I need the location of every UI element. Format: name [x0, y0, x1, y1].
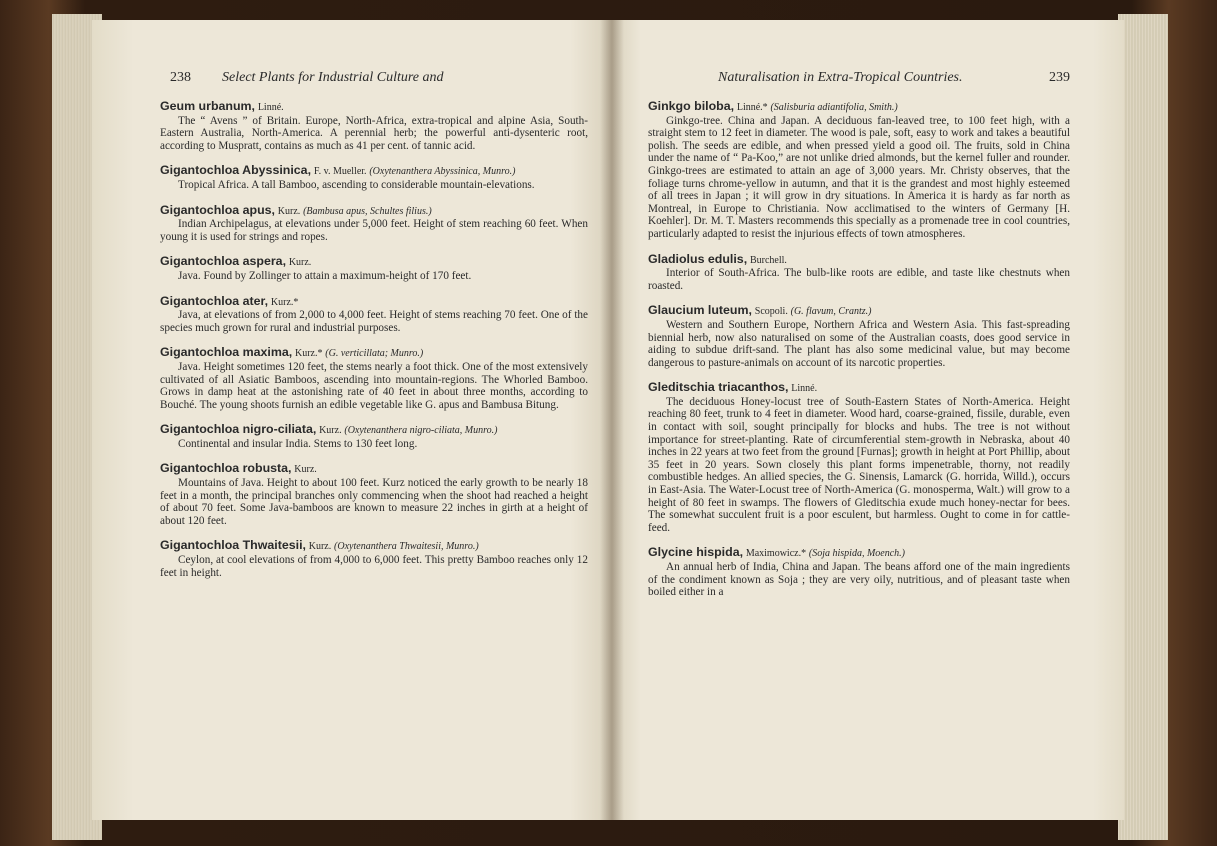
entry-name: Gigantochloa ater, — [160, 293, 269, 308]
entry-text: The “ Avens ” of Britain. Europe, North-Africa, extra-tropical and alpine Asia, South-Eastern Australia, North-America. A perennial herb; the powerful anti-dysenteric root, according to Muspratt, contains as much as 41 per cent. of tannic acid. — [160, 114, 588, 152]
entry — [648, 304, 1070, 369]
entry-name: Gigantochloa nigro-ciliata, — [160, 422, 317, 437]
entry-author: Kurz.* — [295, 348, 323, 360]
entry-author: F. v. Mueller. — [313, 166, 367, 178]
entry-author: Kurz. — [277, 205, 301, 217]
entry-synonym: (G. verticillata; Munro.) — [325, 348, 424, 360]
entry-text: Indian Archipelagus, at elevations under 5,000 feet. Height of stem reaching 60 feet. When young it is used for strings and ropes. — [160, 218, 588, 243]
entry-text: Mountains of Java. Height to about 100 feet. Kurz noticed the early growth to be nearly 18 feet in a month, the principal branches only commencing when the shoot had reached a height of about 70 feet. Some Java-bamboos are known to measure 22 inches in girth at a height of about 120 feet. — [160, 477, 588, 527]
entry — [160, 100, 588, 152]
entry — [160, 346, 588, 411]
entry-text: Java. Found by Zollinger to attain a maximum-height of 170 feet. — [178, 269, 472, 282]
entry — [160, 539, 588, 579]
left-column — [160, 100, 588, 591]
entry-author: Maximowicz.* — [745, 548, 807, 560]
entry-text: Java. Height sometimes 120 feet, the stems nearly a foot thick. One of the most extensively cultivated of all Asiatic Bamboos, ascending into mountain-regions. The Whorled Bamboo. Grows in damp heat at the astonishing rate of 40 feet in about three months, according to Bouché. The young shoots furnish an edible vegetable like G. apus and Bambusa Bitung. — [160, 360, 588, 411]
entry — [160, 423, 588, 450]
entry-name: Gigantochloa Thwaitesii, — [160, 538, 306, 553]
entry-synonym: (G. flavum, Crantz.) — [790, 306, 872, 318]
entry-name: Gigantochloa aspera, — [160, 254, 287, 269]
entry-name: Gigantochloa maxima, — [160, 345, 293, 360]
right-page-edges — [1118, 14, 1168, 840]
entry-name: Gigantochloa Abyssinica, — [160, 163, 312, 178]
right-running-header — [648, 70, 1070, 90]
entry-name: Glycine hispida, — [648, 545, 744, 560]
entry-synonym: (Oxytenanthera Abyssinica, Munro.) — [369, 166, 516, 178]
entry-name: Gigantochloa robusta, — [160, 461, 292, 476]
right-column — [648, 100, 1070, 611]
book-gutter — [600, 20, 624, 820]
entry-name: Geum urbanum, — [160, 99, 256, 113]
left-running-header — [160, 70, 588, 90]
entry-author: Scopoli. — [754, 306, 788, 318]
entry-synonym: (Bambusa apus, Schultes filius.) — [303, 205, 432, 217]
entry-text: Interior of South-Africa. The bulb-like roots are edible, and taste like chestnuts when roasted. — [648, 267, 1070, 292]
left-running-title: Select Plants for Industrial Culture and — [222, 70, 444, 85]
entry — [648, 546, 1070, 598]
entry-synonym: (Soja hispida, Moench.) — [808, 548, 905, 560]
entry-name: Gleditschia triacanthos, — [648, 380, 789, 395]
entry — [648, 381, 1070, 534]
entry-author: Linné. — [257, 102, 284, 113]
entry-author: Kurz.* — [270, 296, 299, 308]
entry-synonym: (Salisburia adiantifolia, Smith.) — [770, 102, 898, 113]
right-running-title: Naturalisation in Extra-Tropical Countries. — [718, 70, 963, 85]
entry-author: Linné. — [791, 383, 818, 395]
entry — [160, 204, 588, 244]
entry — [160, 255, 588, 282]
entry-text: Continental and insular India. Stems to 130 feet long. — [178, 437, 418, 450]
entry-name: Gladiolus edulis, — [648, 251, 748, 266]
entry-text: Western and Southern Europe, Northern Africa and Western Asia. This fast-spreading biennial herb, now also naturalised on some of the Australian coasts, does good service in aiding to subdue drift-sand. The plant has also some medicinal value, but may become dangerous to pasture-animals on account of its narcotic properties. — [648, 318, 1070, 369]
entry-author: Kurz. — [294, 464, 317, 476]
entry-name: Glaucium luteum, — [648, 303, 752, 318]
entry — [160, 164, 588, 191]
entry-synonym: (Oxytenanthera Thwaitesii, Munro.) — [334, 541, 479, 553]
entry — [648, 253, 1070, 293]
entry-text: An annual herb of India, China and Japan. The beans afford one of the main ingredients of the condiment known as Soja ; they are very oily, nutritious, and of pleasant taste when boiled either in a — [648, 561, 1070, 599]
entry — [160, 462, 588, 527]
entry-text: Ceylon, at cool elevations of from 4,000 to 6,000 feet. This pretty Bamboo reaches only 12 feet in height. — [160, 554, 588, 579]
entry-synonym: (Oxytenanthera nigro-ciliata, Munro.) — [344, 425, 498, 437]
entry-text: The deciduous Honey-locust tree of South-Eastern States of North-America. Height reaching 80 feet, trunk to 4 feet in diameter. Wood hard, coarse-grained, fissile, durable, even in contact with soil, sought principally for blocks and hubs. The tree is not without importance for street-planting. Rate of circumferential stem-growth in Nebraska, about 40 inches in 22 years at two feet from the ground [Furnas]; growth in height at Port Phillip, about 35 feet in 20 years. Sown closely this plant forms impenetrable, thorny, not readily combustible hedges. An allied species, the G. Sinensis, Lamarck (G. horrida, Willd.), occurs in East-Asia. The Water-Locust tree of North-America (G. monosperma, Walt.) will grow to a height of 80 feet in swamps. The flowers of Gleditschia exude much honey-nectar for bees. The somewhat succulent fruit is a poor esculent, but harmless. Ought to come in for cattle-feed. — [648, 395, 1070, 534]
entry-text: Ginkgo-tree. China and Japan. A deciduous fan-leaved tree, to 100 feet high, with a straight stem to 12 feet in diameter. The wood is pale, soft, easy to work and takes a beautiful polish. The seeds are edible, and when pressed yield a good oil. The fruits, sold in China under the name of “ Pa-Koo,” are not unlike dried almonds, but the kernel fuller and rounder. Ginkgo-trees are estimated to attain an age of 3,000 years. Mr. Christy observes, that the foliage turns chrome-yellow in autumn, and that it is the grandest and most highly esteemed of all trees in Japan ; it will grow in dry situations. In America it is hardy as far north as Montreal, in Europe to Christiania. Now acclimatised to the winters of Germany [H. Koehler]. Dr. M. T. Masters recommends this specially as a promenade tree in cool countries, particularly adapted to resist the injurious effects of town atmospheres. — [648, 114, 1070, 240]
entry-author: Kurz. — [288, 257, 312, 269]
entry — [648, 100, 1070, 241]
entry-author: Linné.* — [736, 102, 768, 113]
entry-author: Kurz. — [308, 541, 332, 553]
entry-author: Kurz. — [319, 425, 342, 437]
right-page-number: 239 — [1049, 70, 1070, 85]
entry-name: Ginkgo biloba, — [648, 99, 735, 113]
left-page-number: 238 — [170, 70, 191, 85]
entry — [160, 295, 588, 335]
entry-author: Burchell. — [749, 254, 787, 266]
entry-text: Tropical Africa. A tall Bamboo, ascending to considerable mountain-elevations. — [178, 178, 535, 191]
entry-name: Gigantochloa apus, — [160, 202, 275, 217]
entry-text: Java, at elevations of from 2,000 to 4,000 feet. Height of stems reaching 70 feet. One of the species much grown for rural and industrial purposes. — [160, 309, 588, 334]
